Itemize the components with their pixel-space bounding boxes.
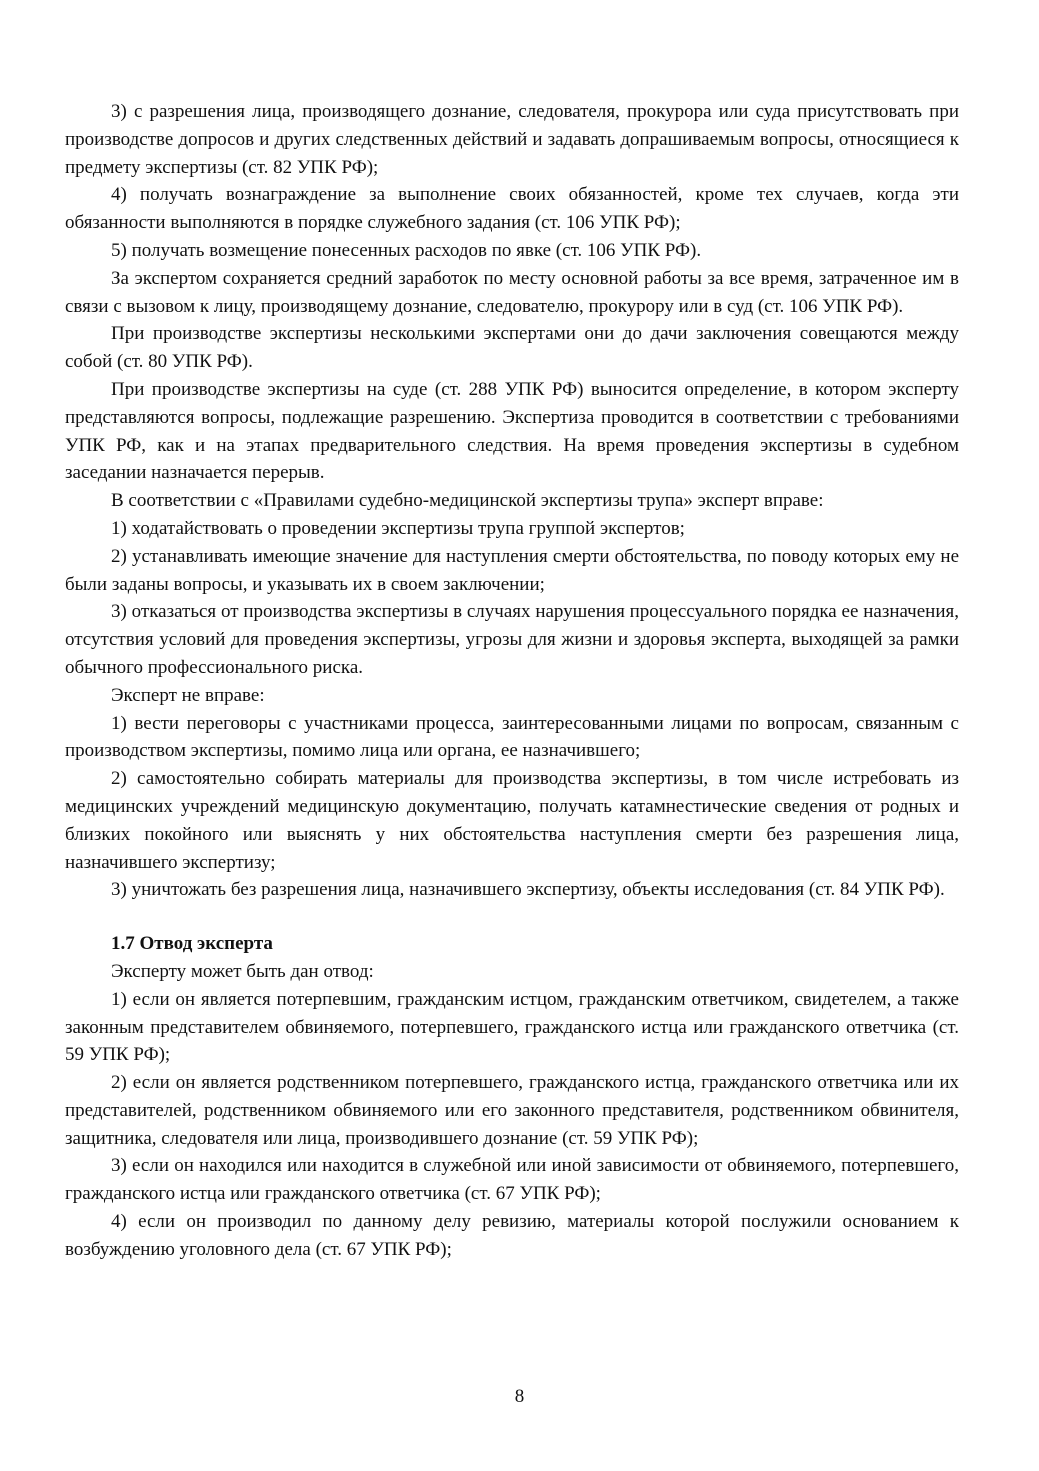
- paragraph: 2) устанавливать имеющие значение для наступления смерти обстоятельства, по поводу которых ему не были заданы вопросы, и указывать их в своем заключении;: [65, 545, 959, 595]
- paragraph: За экспертом сохраняется средний заработок по месту основной работы за все время, затраченное им в связи с вызовом к лицу, производящему дознание, следователю, прокурору или в суд (ст. 106 УПК РФ).: [65, 267, 959, 317]
- paragraph: При производстве экспертизы на суде (ст. 288 УПК РФ) выносится определение, в котором эксперту представляются вопросы, подлежащие разрешению. Экспертиза проводится в соответствии с требованиями УПК РФ, как и на этапах предварительного следствия. На время проведения экспертизы в судебном заседании назначается перерыв.: [65, 378, 959, 484]
- paragraph: При производстве экспертизы несколькими экспертами они до дачи заключения совещаются между собой (ст. 80 УПК РФ).: [65, 323, 959, 373]
- paragraph: 4) получать вознаграждение за выполнение своих обязанностей, кроме тех случаев, когда эти обязанности выполняются в порядке служебного задания (ст. 106 УПК РФ);: [65, 184, 959, 234]
- paragraph: Эксперт не вправе:: [111, 684, 265, 706]
- paragraph: В соответствии с «Правилами судебно-медицинской экспертизы трупа» эксперт вправе:: [111, 490, 824, 512]
- paragraph: 3) если он находился или находится в служебной или иной зависимости от обвиняемого, потерпевшего, гражданского истца или гражданского ответчика (ст. 67 УПК РФ);: [65, 1155, 959, 1205]
- paragraph: 1) вести переговоры с участниками процесса, заинтересованными лицами по вопросам, связанным с производством экспертизы, помимо лица или органа, ее назначившего;: [65, 712, 959, 762]
- paragraph: 3) уничтожать без разрешения лица, назначившего экспертизу, объекты исследования (ст. 84 УПК РФ).: [111, 879, 945, 901]
- paragraph: 1) если он является потерпевшим, гражданским истцом, гражданским ответчиком, свидетелем, а также законным представителем обвиняемого, потерпевшего, гражданского истца или гражданского ответчика (ст. 59 УПК РФ);: [65, 988, 959, 1066]
- section-heading: 1.7 Отвод эксперта: [111, 933, 273, 955]
- paragraph: 2) самостоятельно собирать материалы для производства экспертизы, в том числе истребовать из медицинских учреждений медицинскую документацию, получать катамнестические сведения от родных и близких покойного или выяснять у них обстоятельства наступления смерти без разрешения лица, назначившего экспертизу;: [65, 768, 959, 873]
- page-number: 8: [514, 1386, 525, 1407]
- paragraph: 5) получать возмещение понесенных расходов по явке (ст. 106 УПК РФ).: [111, 239, 702, 261]
- paragraph: 3) отказаться от производства экспертизы в случаях нарушения процессуального порядка ее назначения, отсутствия условий для проведения экспертизы, угрозы для жизни и здоровья эксперта, выходящей за рамки обычного профессионального риска.: [65, 601, 959, 678]
- page-body: [65, 98, 959, 1264]
- paragraph: 3) с разрешения лица, производящего дознание, следователя, прокурора или суда присутствовать при производстве допросов и других следственных действий и задавать допрашиваемым вопросы, относящиеся к предмету экспертизы (ст. 82 УПК РФ);: [65, 101, 959, 178]
- paragraph: 1) ходатайствовать о проведении экспертизы трупа группой экспертов;: [111, 517, 685, 539]
- paragraph: Эксперту может быть дан отвод:: [111, 960, 374, 982]
- paragraph: 4) если он производил по данному делу ревизию, материалы которой послужили основанием к возбуждению уголовного дела (ст. 67 УПК РФ);: [65, 1211, 959, 1260]
- paragraph: 2) если он является родственником потерпевшего, гражданского истца, гражданского ответчика или их представителей, родственником обвиняемого или его законного представителя, родственником обвинителя, защитника, следователя или лица, производившего дознание (ст. 59 УПК РФ);: [65, 1072, 959, 1149]
